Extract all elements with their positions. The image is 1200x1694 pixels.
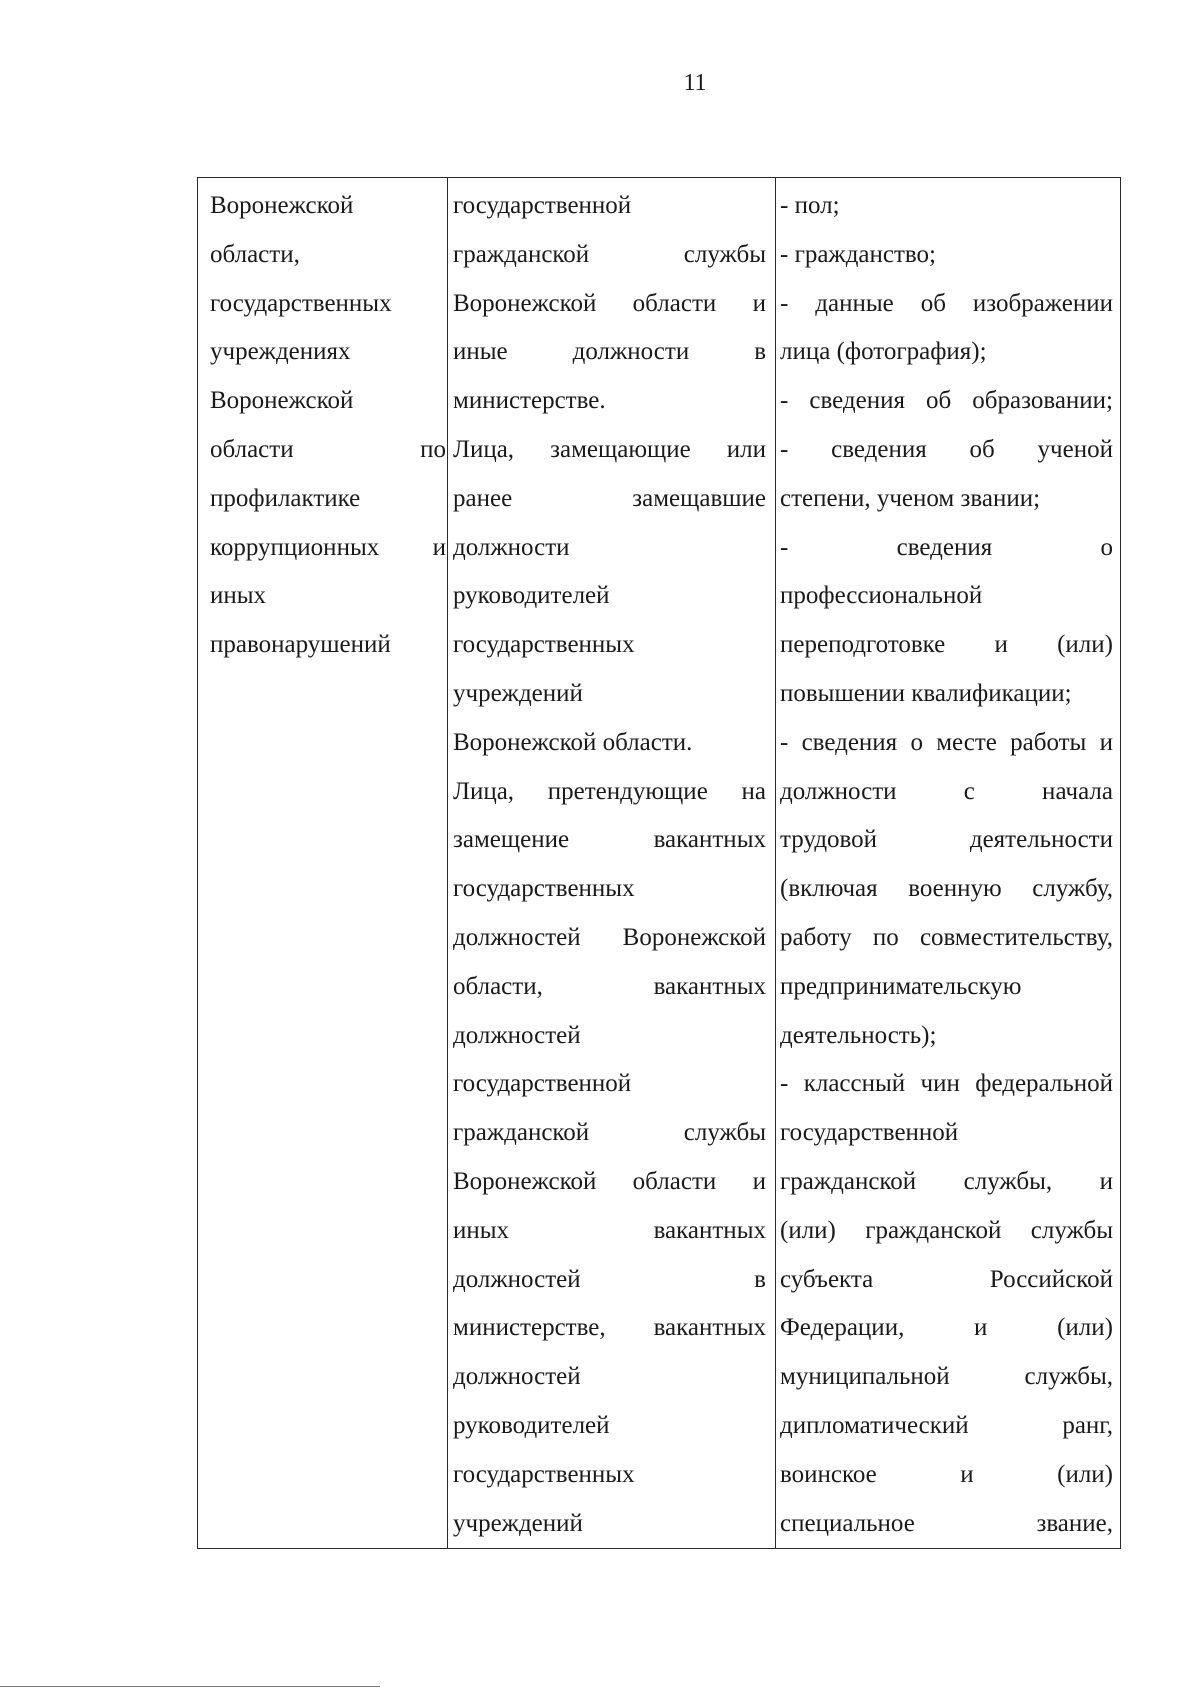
table-text-line: работу по совместительству,: [780, 923, 1113, 951]
table-text-line: учреждений: [453, 679, 583, 707]
table-text-line: правонарушений: [210, 631, 391, 659]
column-divider-2: [775, 178, 776, 1548]
table-text-line: - сведения об ученой: [780, 435, 1113, 463]
table-text-line: дипломатический ранг,: [780, 1411, 1113, 1439]
table-column-organization: [210, 182, 446, 670]
table-text-line: Лица, замещающие или: [453, 435, 766, 463]
table-text-line: должностей в: [453, 1265, 766, 1293]
table-text-line: области по: [210, 435, 446, 463]
column-divider-1: [447, 178, 448, 1548]
table-text-line: должностей: [453, 1363, 581, 1391]
table-text-line: учреждений: [453, 1509, 583, 1537]
table-text-line: гражданской службы: [453, 240, 766, 268]
table-text-line: гражданской службы, и: [780, 1167, 1113, 1195]
table-column-personal-data: [780, 182, 1113, 1548]
table-text-line: государственных: [453, 1460, 635, 1488]
bottom-rule: [0, 1686, 380, 1687]
table-text-line: должностей: [453, 1021, 581, 1049]
table-text-line: руководителей: [453, 1411, 610, 1439]
table-text-line: (или) гражданской службы: [780, 1216, 1113, 1244]
table-text-line: профилактике: [210, 484, 361, 512]
table-text-line: области,: [210, 240, 300, 268]
table-text-line: деятельность);: [780, 1021, 937, 1049]
table-text-line: Воронежской: [210, 387, 354, 415]
table-text-line: Воронежской области и: [453, 289, 766, 317]
table-text-line: специальное звание,: [780, 1509, 1113, 1537]
document-table: [197, 177, 1121, 1549]
table-text-line: воинское и (или): [780, 1460, 1113, 1488]
table-text-line: субъекта Российской: [780, 1265, 1113, 1293]
table-text-line: должности: [453, 533, 570, 561]
table-text-line: повышении квалификации;: [780, 679, 1072, 707]
table-text-line: Федерации, и (или): [780, 1314, 1113, 1342]
table-text-line: иные должности в: [453, 338, 766, 366]
table-text-line: - сведения о: [780, 533, 1113, 561]
table-text-line: замещение вакантных: [453, 826, 766, 854]
table-text-line: лица (фотография);: [780, 338, 987, 366]
table-text-line: - гражданство;: [780, 240, 936, 268]
table-text-line: должности с начала: [780, 777, 1113, 805]
table-text-line: Воронежской: [210, 192, 354, 219]
page-number: 11: [683, 70, 707, 96]
table-text-line: министерстве.: [453, 387, 606, 415]
table-text-line: ранее замещавшие: [453, 484, 766, 512]
table-text-line: - сведения о месте работы и: [780, 728, 1113, 756]
table-text-line: трудовой деятельности: [780, 826, 1113, 854]
table-text-line: степени, ученом звании;: [780, 484, 1041, 512]
table-text-line: предпринимательскую: [780, 972, 1022, 1000]
table-text-line: - данные об изображении: [780, 289, 1113, 317]
table-text-line: Воронежской области и: [453, 1167, 766, 1195]
table-text-line: государственной: [453, 192, 632, 219]
table-text-line: министерстве, вакантных: [453, 1314, 766, 1342]
table-text-line: государственной: [780, 1119, 959, 1147]
table-text-line: - классный чин федеральной: [780, 1070, 1113, 1098]
table-text-line: Лица, претендующие на: [453, 777, 766, 805]
table-text-line: переподготовке и (или): [780, 631, 1113, 659]
table-text-line: - пол;: [780, 192, 840, 219]
table-text-line: коррупционных и: [210, 533, 446, 561]
table-text-line: государственных: [453, 631, 635, 659]
table-text-line: - сведения об образовании;: [780, 387, 1113, 415]
table-text-line: государственных: [453, 875, 635, 903]
table-text-line: иных: [210, 582, 267, 610]
table-column-persons: [453, 182, 766, 1548]
table-text-line: государственных: [210, 289, 392, 317]
table-text-line: (включая военную службу,: [780, 875, 1113, 903]
table-text-line: должностей Воронежской: [453, 923, 766, 951]
table-text-line: муниципальной службы,: [780, 1363, 1113, 1391]
table-text-line: государственной: [453, 1070, 632, 1098]
table-text-line: профессиональной: [780, 582, 983, 610]
table-text-line: иных вакантных: [453, 1216, 766, 1244]
table-text-line: учреждениях: [210, 338, 351, 366]
table-text-line: области, вакантных: [453, 972, 766, 1000]
table-text-line: Воронежской области.: [453, 728, 693, 756]
table-text-line: гражданской службы: [453, 1119, 766, 1147]
table-text-line: руководителей: [453, 582, 610, 610]
